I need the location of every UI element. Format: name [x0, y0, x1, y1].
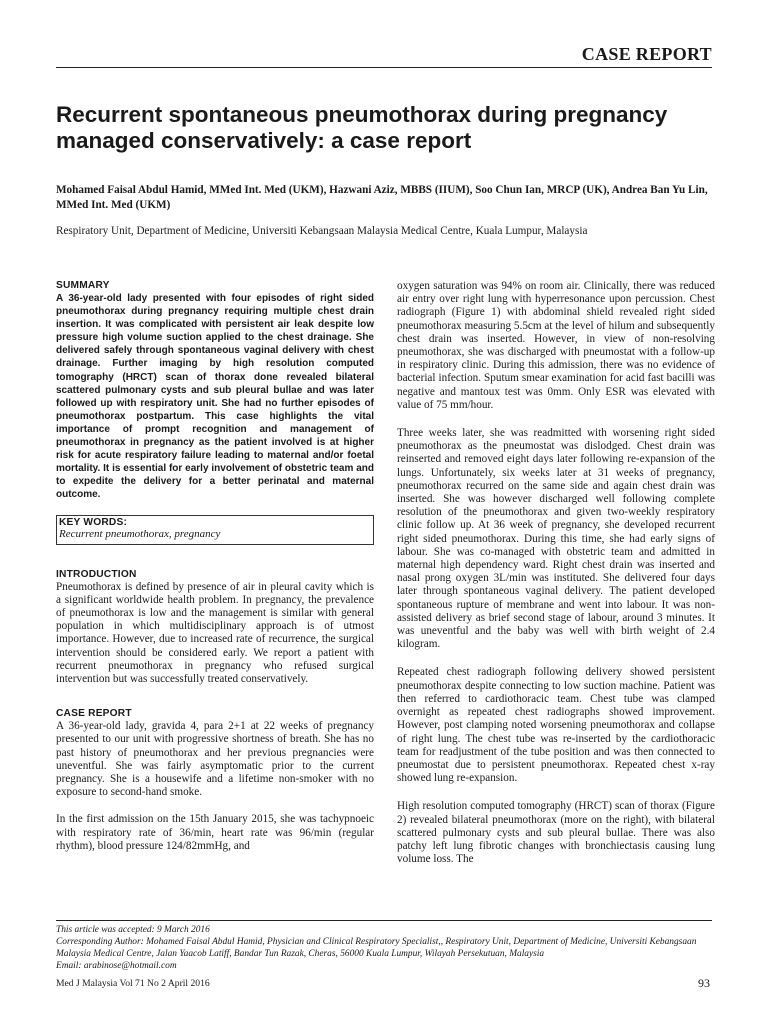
affiliation: Respiratory Unit, Department of Medicine, Universiti Kebangsaan Malaysia Medical Centre, Kuala Lumpur, Malaysia — [56, 225, 588, 237]
keywords-heading: KEY WORDS: — [59, 516, 128, 528]
left-column — [56, 280, 374, 866]
introduction-text: Pneumothorax is defined by presence of air in pleural cavity which is a significant worldwide health problem. In pregnancy, the prevalence of pneumothorax is low and the management is similar with general population in which multidisciplinary approach is of utmost importance. However, due to increased rate of recurrence, the surgical intervention should be considered early. We report a patient with recurrent pneumothorax in pregnancy who refused surgical intervention but was successfully treated conservatively. — [56, 580, 374, 685]
footnote-rule — [56, 920, 712, 921]
body-paragraph: Three weeks later, she was readmitted with worsening right sided pneumothorax as the pneumostat was dislodged. Chest drain was reinserted and removed eight days later following re-expansion of the lungs. Unfortunately, six weeks later at 31 weeks of pregnancy, pneumothorax recurred on the same side and again chest drain was inserted. She was however discharged well following complete resolution of the pneumothorax and given two-weekly respiratory clinic follow up. At 36 week of pregnancy, she developed recurrent right sided pneumothorax. During this time, she had early signs of labour. She was co-managed with obstetric team and admitted in maternal high dependency ward. Right chest drain was inserted and nasal prong oxygen 3L/min was instituted. She delivered four days later through spontaneous vaginal delivery. The patient developed spontaneous rupture of membrane and went into labour. It was non-assisted delivery as brief second stage of labour, around 3 minutes. It was uneventful and the baby was well with birth weight of 2.4 kilogram. — [397, 427, 715, 651]
body-paragraph: oxygen saturation was 94% on room air. Clinically, there was reduced air entry over right lung with hyperresonance upon percussion. Chest radiograph (Figure 1) with abdominal shield revealed right sided pneumothorax measuring 5.5cm at the level of hilum and subsequently chest drain was inserted. However, in view of non-resolving pneumothorax, she was discharged with pneumostat with a follow-up in respiratory clinic. During this admission, there was no evidence of bacterial infection. Sputum smear examination for acid fast bacilli was negative and mantoux test was 0mm. Only ESR was elevated with value of 75 mm/hour. — [397, 280, 715, 411]
keywords-box — [56, 515, 374, 545]
case-report-heading: CASE REPORT — [56, 708, 132, 720]
accepted-date: This article was accepted: 9 March 2016 — [56, 925, 210, 935]
summary-heading: SUMMARY — [56, 280, 110, 291]
body-paragraph: Repeated chest radiograph following delivery showed persistent pneumothorax despite connecting to low suction machine. Patient was then referred to cardiothoracic team. Chest tube was clamped overnight as repeated chest radiographs showed improvement. However, post clamping noted worsening pneumothorax and collapse of right lung. The chest tube was re-inserted by the cardiothoracic team for readjustment of the tube position and was then connected to pneumostat due to persistent pneumothorax. Repeated chest x-ray showed lung re-expansion. — [397, 666, 715, 785]
journal-citation: Med J Malaysia Vol 71 No 2 April 2016 — [56, 978, 210, 989]
article-title: Recurrent spontaneous pneumothorax during pregnancy managed conservatively: a case report — [56, 102, 668, 153]
section-label: CASE REPORT — [581, 44, 712, 64]
body-paragraph: High resolution computed tomography (HRCT) scan of thorax (Figure 2) revealed bilateral pneumothorax (more on the right), with bilateral scattered pulmonary cysts and sub pleural bullae. There was also patchy left lung fibrotic changes with bronchiectasis causing lung volume loss. The — [397, 800, 715, 866]
author-list: Mohamed Faisal Abdul Hamid, MMed Int. Med (UKM), Hazwani Aziz, MBBS (IIUM), Soo Chun Ian, MRCP (UK), Andrea Ban Yu Lin, MMed Int. Med (UKM) — [56, 184, 708, 211]
right-column — [397, 280, 715, 879]
keywords-text: Recurrent pneumothorax, pregnancy — [59, 527, 221, 540]
author-email: Email: arabinose@hotmail.com — [56, 961, 177, 971]
page-number: 93 — [698, 976, 710, 990]
introduction-heading: INTRODUCTION — [56, 568, 137, 580]
case-report-paragraph: A 36-year-old lady, gravida 4, para 2+1 at 22 weeks of pregnancy presented to our unit with progressive shortness of breath. She has no past history of pneumothorax and her previous pregnancies were uneventful. She was fairly asymptomatic prior to the current pregnancy. She is a housewife and a lifetime non-smoker with no exposure to second-hand smoke. — [56, 720, 374, 799]
summary-text: A 36-year-old lady presented with four episodes of right sided pneumothorax during pregnancy requiring multiple chest drain insertion. It was complicated with persistent air leak despite low pressure high volume suction applied to the chest drainage. She delivered safely through spontaneous vaginal delivery with chest drainage. Further imaging by high resolution computed tomography (HRCT) scan of thorax done revealed bilateral scattered pulmonary cysts and sub pleural bullae and was later followed up with respiratory unit. She had no further episodes of pneumothorax postpartum. This case highlights the vital importance of prompt recognition and management of pneumothorax in pregnancy as the patient involved is at higher risk for acute respiratory failure leading to maternal and/or foetal mortality. It is essential for early involvement of obstetric team and to expedite the delivery for a better perinatal and maternal outcome. — [56, 293, 374, 501]
header-rule — [56, 67, 712, 68]
corresponding-author: Corresponding Author: Mohamed Faisal Abdul Hamid, Physician and Clinical Respiratory Specialist,, Respiratory Unit, Department of Medicine, Universiti Kebangsaan Malaysia Medical Centre, Jalan Yaacob Latiff, Bandar Tun Razak, Cheras, 56000 Kuala Lumpur, Wilayah Persekutuan, Malaysia — [56, 937, 697, 959]
footnotes — [56, 924, 716, 972]
case-report-paragraph: In the first admission on the 15th January 2015, she was tachypnoeic with respiratory rate of 36/min, heart rate was 96/min (regular rhythm), blood pressure 124/82mmHg, and — [56, 813, 374, 852]
